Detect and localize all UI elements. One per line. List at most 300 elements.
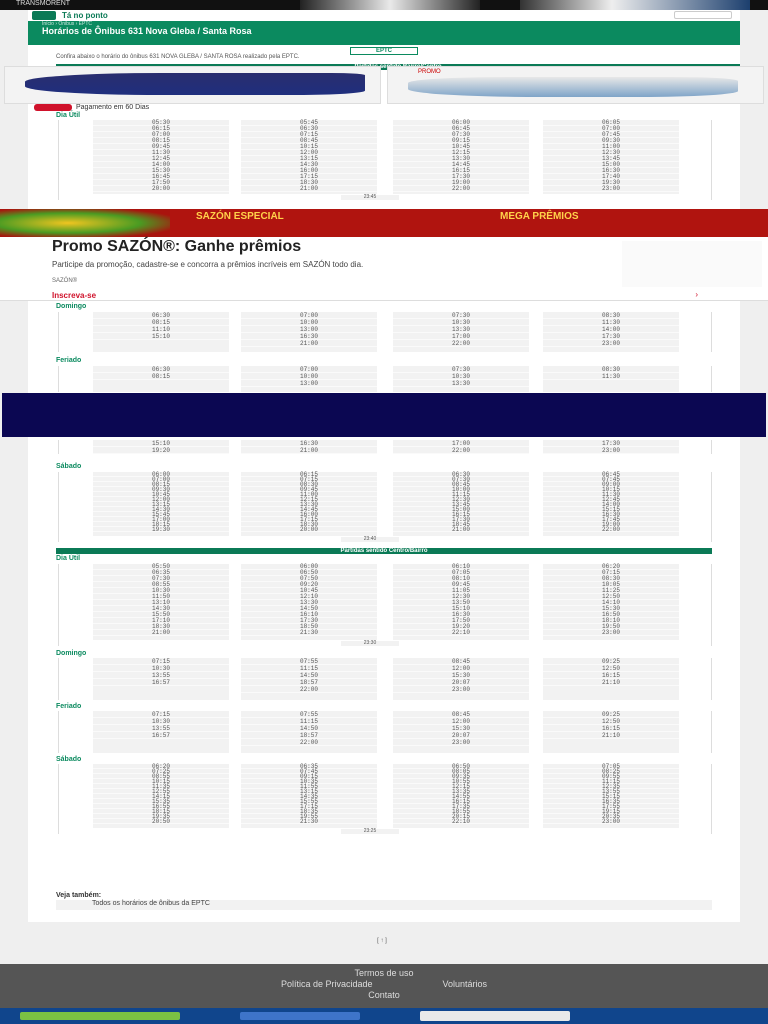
departure-time: 19:55: [241, 814, 377, 819]
departure-time: 16:50: [543, 612, 679, 618]
sazon-signup-link[interactable]: Inscreva-se: [52, 291, 97, 300]
departure-time: 18:15: [93, 522, 229, 527]
departure-time: 07:05: [393, 570, 529, 576]
departure-time: 19:35: [93, 814, 229, 819]
departure-time: 21:00: [393, 527, 529, 532]
departure-time: 07:55: [241, 711, 377, 718]
departure-time: 14:00: [543, 502, 679, 507]
departure-time: 13:30: [241, 600, 377, 606]
departure-time: 11:25: [543, 588, 679, 594]
day-label-domingo: Domingo: [56, 650, 87, 657]
departure-time: 22:10: [393, 630, 529, 636]
departure-time: 11:30: [543, 373, 679, 380]
departure-time: 16:00: [241, 512, 377, 517]
departure-time: 16:15: [543, 672, 679, 679]
departure-time: 06:20: [93, 764, 229, 769]
departure-time: 13:55: [543, 789, 679, 794]
departure-time: 12:35: [543, 784, 679, 789]
sazon-banner-right: MEGA PRÊMIOS: [500, 211, 579, 222]
top-banner-text: TRANSMORENT: [16, 0, 71, 7]
departure-time: 15:30: [543, 606, 679, 612]
departure-time: 20:07: [393, 732, 529, 739]
schedule-column: [393, 564, 529, 640]
departure-time: 20:50: [93, 819, 229, 824]
schedule-column: [93, 120, 229, 194]
departure-time: 07:25: [93, 769, 229, 774]
departure-time: 08:30: [241, 482, 377, 487]
departure-time: 10:30: [93, 665, 229, 672]
departure-time: 17:50: [93, 180, 229, 186]
sazon-ad-title[interactable]: Promo SAZÓN®: Ganhe prêmios: [52, 238, 302, 255]
last-departure-time: 23:40: [341, 537, 399, 542]
departure-time: 07:15: [543, 570, 679, 576]
departure-time: 14:00: [93, 162, 229, 168]
footer-link-terms[interactable]: Termos de uso: [354, 968, 414, 978]
schedule-column: [393, 764, 529, 828]
departure-time: 10:30: [93, 588, 229, 594]
bottom-ad-logo-3: [420, 1011, 570, 1021]
departure-time: 12:15: [393, 784, 529, 789]
departure-time: 07:00: [93, 477, 229, 482]
departure-time: 14:15: [93, 794, 229, 799]
departure-time: 11:10: [93, 326, 229, 333]
departure-time: 15:10: [93, 333, 229, 340]
day-label-dia-util: Dia Útil: [56, 112, 81, 119]
departure-time: 18:57: [241, 679, 377, 686]
bottom-ad-logo-2: [240, 1012, 360, 1020]
top-banner-image-2[interactable]: [520, 0, 750, 10]
departure-time: 15:50: [93, 612, 229, 618]
departure-time: 13:30: [393, 156, 529, 162]
schedule-column: [93, 764, 229, 828]
search-input[interactable]: [674, 11, 732, 19]
departure-time: 17:45: [543, 517, 679, 522]
departure-time: 06:35: [93, 570, 229, 576]
departure-time: 15:10: [93, 440, 229, 447]
departure-time: 17:15: [241, 517, 377, 522]
departure-time: 12:50: [543, 665, 679, 672]
departure-time: 08:30: [543, 366, 679, 373]
departure-time: 16:45: [93, 174, 229, 180]
footer-link-volunteers[interactable]: Voluntários: [442, 979, 488, 989]
departure-time: 16:35: [543, 799, 679, 804]
departure-time: 12:50: [543, 718, 679, 725]
departure-time: 21:00: [241, 186, 377, 192]
departure-time: 13:45: [393, 502, 529, 507]
departure-time: 17:35: [393, 804, 529, 809]
schedule-bc-feriado-cont: [58, 440, 712, 454]
departure-time: 17:30: [543, 333, 679, 340]
departure-time: 14:45: [241, 507, 377, 512]
operator-badge: EPTC: [350, 47, 418, 55]
departure-time: 14:35: [241, 794, 377, 799]
last-departure-time: 23:30: [341, 641, 399, 646]
departure-time: 23:00: [543, 340, 679, 347]
departure-time: 12:00: [93, 497, 229, 502]
departure-time: 23:00: [543, 819, 679, 824]
departure-time: 23:00: [543, 630, 679, 636]
departure-time: 15:30: [393, 725, 529, 732]
schedule-column: [241, 312, 377, 352]
departure-time: 07:50: [241, 576, 377, 582]
departure-time: 17:00: [393, 333, 529, 340]
departure-time: 13:00: [241, 380, 377, 387]
schedule-column: [393, 440, 529, 454]
departure-time: 07:45: [543, 477, 679, 482]
departure-time: 17:15: [241, 174, 377, 180]
departure-time: 16:15: [393, 168, 529, 174]
departure-time: 10:55: [393, 779, 529, 784]
shoe-ad-strip[interactable]: [4, 66, 764, 104]
see-also-label: Veja também:: [56, 892, 102, 899]
schedule-column: [241, 120, 377, 194]
last-departure-time: 23:25: [341, 829, 399, 834]
site-name[interactable]: Tá no ponto: [62, 11, 108, 20]
see-also-link[interactable]: Todos os horários de ônibus da EPTC: [56, 900, 712, 910]
departure-time: 21:10: [543, 679, 679, 686]
sazon-ad-subtitle: Participe da promoção, cadastre-se e concorra a prêmios incríveis em SAZÓN todo dia.: [52, 260, 364, 269]
departure-time: 23:00: [543, 447, 679, 454]
title-banner: [28, 21, 740, 45]
departure-time: 16:30: [543, 168, 679, 174]
departure-time: 14:10: [543, 600, 679, 606]
departure-time: 15:45: [93, 512, 229, 517]
route-description: Confira abaixo o horário do ônibus 631 NOVA GLEBA / SANTA ROSA realizado pela EPTC.: [56, 54, 300, 60]
departure-time: 05:45: [241, 120, 377, 126]
schedule-column: [393, 366, 529, 392]
departure-time: 15:35: [93, 799, 229, 804]
departure-time: 17:00: [93, 517, 229, 522]
departure-time: 08:30: [543, 576, 679, 582]
departure-time: 18:10: [543, 618, 679, 624]
departure-time: 06:50: [393, 764, 529, 769]
departure-time: 07:30: [393, 312, 529, 319]
departure-time: 21:30: [241, 819, 377, 824]
departure-time: 08:15: [93, 138, 229, 144]
departure-time: 11:35: [93, 784, 229, 789]
shoe-ad-card-2[interactable]: [387, 66, 764, 104]
departure-time: 19:15: [543, 809, 679, 814]
schedule-column: [93, 312, 229, 352]
schedule-column: [93, 711, 229, 753]
chevron-right-icon[interactable]: ›: [695, 290, 698, 299]
departure-time: 14:30: [93, 606, 229, 612]
departure-time: 19:30: [93, 527, 229, 532]
departure-time: 11:30: [93, 150, 229, 156]
departure-time: 06:15: [241, 472, 377, 477]
shoe-image: [25, 73, 365, 95]
departure-time: 10:30: [393, 319, 529, 326]
departure-time: 12:15: [241, 497, 377, 502]
departure-time: 21:30: [241, 630, 377, 636]
departure-time: 16:57: [93, 679, 229, 686]
departure-time: 10:45: [93, 492, 229, 497]
departure-time: 07:15: [241, 132, 377, 138]
departure-time: 12:30: [393, 594, 529, 600]
departure-time: 11:30: [543, 319, 679, 326]
departure-time: 12:15: [393, 150, 529, 156]
departure-time: 19:00: [543, 522, 679, 527]
departure-time: 05:30: [93, 120, 229, 126]
departure-time: 13:30: [393, 326, 529, 333]
departure-time: 07:00: [93, 132, 229, 138]
site-footer: [0, 964, 768, 1008]
departure-time: 10:15: [241, 144, 377, 150]
departure-time: 13:35: [393, 789, 529, 794]
departure-time: 12:00: [241, 150, 377, 156]
departure-time: 22:00: [241, 686, 377, 693]
departure-time: 06:05: [543, 120, 679, 126]
departure-time: 06:35: [241, 764, 377, 769]
departure-time: 09:00: [543, 482, 679, 487]
departure-time: 13:10: [93, 600, 229, 606]
departure-time: 13:15: [93, 502, 229, 507]
schedule-column: [543, 472, 679, 536]
departure-time: 19:20: [393, 624, 529, 630]
departure-time: 17:30: [393, 517, 529, 522]
departure-time: 06:30: [393, 472, 529, 477]
day-label-sabado: Sábado: [56, 463, 82, 470]
departure-time: 16:00: [241, 168, 377, 174]
schedule-column: [393, 658, 529, 700]
sazon-ad-banner[interactable]: [0, 209, 768, 237]
departure-time: 08:25: [543, 769, 679, 774]
navy-ad-banner[interactable]: [2, 393, 766, 437]
schedule-column: [241, 472, 377, 536]
departure-time: 11:50: [93, 594, 229, 600]
sazon-ad-brand: SAZÓN®: [52, 278, 78, 284]
departure-time: 18:30: [241, 180, 377, 186]
departure-time: 17:40: [543, 174, 679, 180]
departure-time: 21:00: [241, 340, 377, 347]
departure-time: 07:55: [241, 658, 377, 665]
schedule-bc-dia-util: [58, 120, 712, 200]
schedule-bc-sabado: [58, 472, 712, 542]
departure-time: 12:45: [543, 497, 679, 502]
departure-time: 15:15: [543, 507, 679, 512]
payment-line[interactable]: [34, 104, 149, 111]
departure-time: 11:30: [543, 492, 679, 497]
departure-time: 07:05: [543, 764, 679, 769]
departure-time: 10:15: [543, 487, 679, 492]
departure-time: 13:55: [93, 725, 229, 732]
departure-time: 14:30: [93, 507, 229, 512]
departure-time: 20:00: [93, 186, 229, 192]
schedule-column: [393, 711, 529, 753]
schedule-column: [241, 366, 377, 392]
back-to-top-link[interactable]: [ ↑ ]: [377, 938, 387, 944]
schedule-cb-dia-util: [58, 564, 712, 646]
departure-time: 16:57: [93, 732, 229, 739]
departure-time: 08:55: [93, 582, 229, 588]
bus-logo-icon[interactable]: [32, 11, 56, 20]
departure-time: 09:30: [543, 138, 679, 144]
departure-time: 16:30: [543, 512, 679, 517]
departure-time: 17:30: [241, 618, 377, 624]
departure-time: 18:35: [241, 809, 377, 814]
departure-time: 08:10: [393, 576, 529, 582]
departure-time: 11:55: [241, 784, 377, 789]
departure-time: 16:30: [241, 333, 377, 340]
departure-time: 15:30: [393, 672, 529, 679]
schedule-column: [241, 711, 377, 753]
departure-time: 09:45: [241, 487, 377, 492]
departure-time: 07:30: [393, 132, 529, 138]
departure-time: 10:00: [241, 373, 377, 380]
departure-time: 15:00: [543, 162, 679, 168]
departure-time: 13:30: [393, 380, 529, 387]
schedule-column: [241, 658, 377, 700]
schedule-column: [93, 366, 229, 392]
departure-time: 20:07: [393, 679, 529, 686]
departure-time: 11:00: [241, 492, 377, 497]
departure-time: 17:50: [393, 618, 529, 624]
departure-time: 21:00: [241, 447, 377, 454]
day-label-domingo: Domingo: [56, 303, 87, 310]
schedule-column: [543, 366, 679, 392]
departure-time: 09:30: [93, 487, 229, 492]
schedule-column: [543, 764, 679, 828]
departure-time: 18:30: [241, 522, 377, 527]
departure-time: 15:30: [93, 168, 229, 174]
departure-time: 08:15: [93, 373, 229, 380]
departure-time: 10:35: [241, 779, 377, 784]
departure-time: 08:15: [93, 482, 229, 487]
departure-time: 16:15: [393, 512, 529, 517]
departure-time: 17:10: [93, 618, 229, 624]
page-title: Horários de Ônibus 631 Nova Gleba / Santa Rosa: [42, 26, 252, 36]
schedule-column: [93, 472, 229, 536]
departure-time: 09:35: [393, 774, 529, 779]
departure-time: 18:50: [241, 624, 377, 630]
payment-logo-icon: [34, 104, 72, 111]
departure-time: 07:45: [241, 769, 377, 774]
departure-time: 06:15: [93, 126, 229, 132]
departure-time: 23:00: [393, 739, 529, 746]
departure-time: 07:15: [241, 477, 377, 482]
schedule-column: [543, 564, 679, 640]
site-header: [28, 10, 740, 21]
breadcrumb[interactable]: Início › Ônibus › EPTC: [42, 21, 93, 27]
departure-time: 06:30: [241, 126, 377, 132]
schedule-column: [93, 564, 229, 640]
departure-time: 15:15: [543, 794, 679, 799]
departure-time: 20:35: [543, 814, 679, 819]
departure-time: 13:00: [241, 326, 377, 333]
schedule-column: [93, 658, 229, 700]
departure-time: 07:30: [393, 366, 529, 373]
departure-time: 12:00: [393, 665, 529, 672]
departure-time: 14:55: [393, 794, 529, 799]
departure-time: 07:15: [93, 658, 229, 665]
departure-time: 08:45: [393, 658, 529, 665]
sazon-ad-image: [622, 241, 762, 287]
departure-time: 08:30: [543, 312, 679, 319]
schedule-cb-feriado: [58, 711, 712, 753]
payment-text: Pagamento em 60 Dias: [76, 104, 150, 111]
departure-time: 18:45: [393, 522, 529, 527]
schedule-column: [393, 312, 529, 352]
departure-time: 19:50: [543, 624, 679, 630]
shoe-ad-card-1[interactable]: [4, 66, 381, 104]
departure-time: 14:50: [241, 606, 377, 612]
departure-time: 11:00: [543, 144, 679, 150]
departure-time: 06:20: [543, 564, 679, 570]
top-banner-image-1[interactable]: [300, 0, 480, 10]
departure-time: 07:15: [93, 711, 229, 718]
departure-time: 09:45: [93, 144, 229, 150]
schedule-cb-domingo: [58, 658, 712, 700]
departure-time: 11:15: [241, 718, 377, 725]
departure-time: 07:00: [241, 366, 377, 373]
schedule-column: [543, 658, 679, 700]
departure-time: 07:30: [93, 576, 229, 582]
departure-time: 09:15: [393, 138, 529, 144]
departure-time: 13:45: [543, 156, 679, 162]
departure-time: 19:30: [543, 180, 679, 186]
departure-time: 15:00: [393, 507, 529, 512]
departure-time: 10:05: [543, 582, 679, 588]
departure-time: 06:50: [241, 570, 377, 576]
departure-time: 07:45: [543, 132, 679, 138]
footer-link-privacy[interactable]: Política de Privacidade: [280, 979, 373, 989]
departure-time: 16:55: [93, 804, 229, 809]
sazon-banner-left: SAZÓN ESPECIAL: [196, 211, 284, 222]
departure-time: 15:10: [393, 606, 529, 612]
departure-time: 09:25: [543, 658, 679, 665]
departure-time: 09:45: [393, 582, 529, 588]
schedule-bc-domingo: [58, 312, 712, 352]
sazon-leaf-image: [0, 209, 170, 237]
bottom-ad-banner[interactable]: [0, 1008, 768, 1024]
departure-time: 06:30: [93, 366, 229, 373]
departure-time: 14:00: [543, 326, 679, 333]
sazon-ad-box[interactable]: [0, 237, 768, 301]
departure-time: 17:55: [543, 804, 679, 809]
departure-time: 11:15: [393, 492, 529, 497]
departure-time: 21:10: [543, 732, 679, 739]
departure-time: 23:00: [393, 686, 529, 693]
schedule-column: [393, 120, 529, 194]
departure-time: 10:00: [241, 319, 377, 326]
departure-time: 22:00: [393, 447, 529, 454]
sale-tag: PROMO: [418, 69, 441, 75]
schedule-column: [93, 440, 229, 454]
departure-time: 06:45: [543, 472, 679, 477]
departure-time: 05:50: [93, 564, 229, 570]
departure-time: 22:00: [241, 739, 377, 746]
departure-time: 12:50: [543, 594, 679, 600]
departure-time: 12:30: [543, 150, 679, 156]
departure-time: 10:15: [93, 779, 229, 784]
schedule-column: [543, 711, 679, 753]
departure-time: 06:00: [93, 472, 229, 477]
departure-time: 17:30: [543, 440, 679, 447]
departure-time: 08:15: [93, 319, 229, 326]
departure-time: 09:15: [241, 774, 377, 779]
departure-time: 06:30: [93, 312, 229, 319]
departure-time: 23:00: [543, 186, 679, 192]
departure-time: 19:20: [93, 447, 229, 454]
departure-time: 07:00: [241, 312, 377, 319]
footer-link-contact[interactable]: Contato: [368, 990, 400, 1000]
departure-time: 20:00: [241, 527, 377, 532]
departure-time: 17:00: [393, 440, 529, 447]
top-ad-banner[interactable]: [0, 0, 768, 10]
departure-time: 12:00: [393, 718, 529, 725]
schedule-column: [543, 312, 679, 352]
departure-time: 14:30: [241, 162, 377, 168]
